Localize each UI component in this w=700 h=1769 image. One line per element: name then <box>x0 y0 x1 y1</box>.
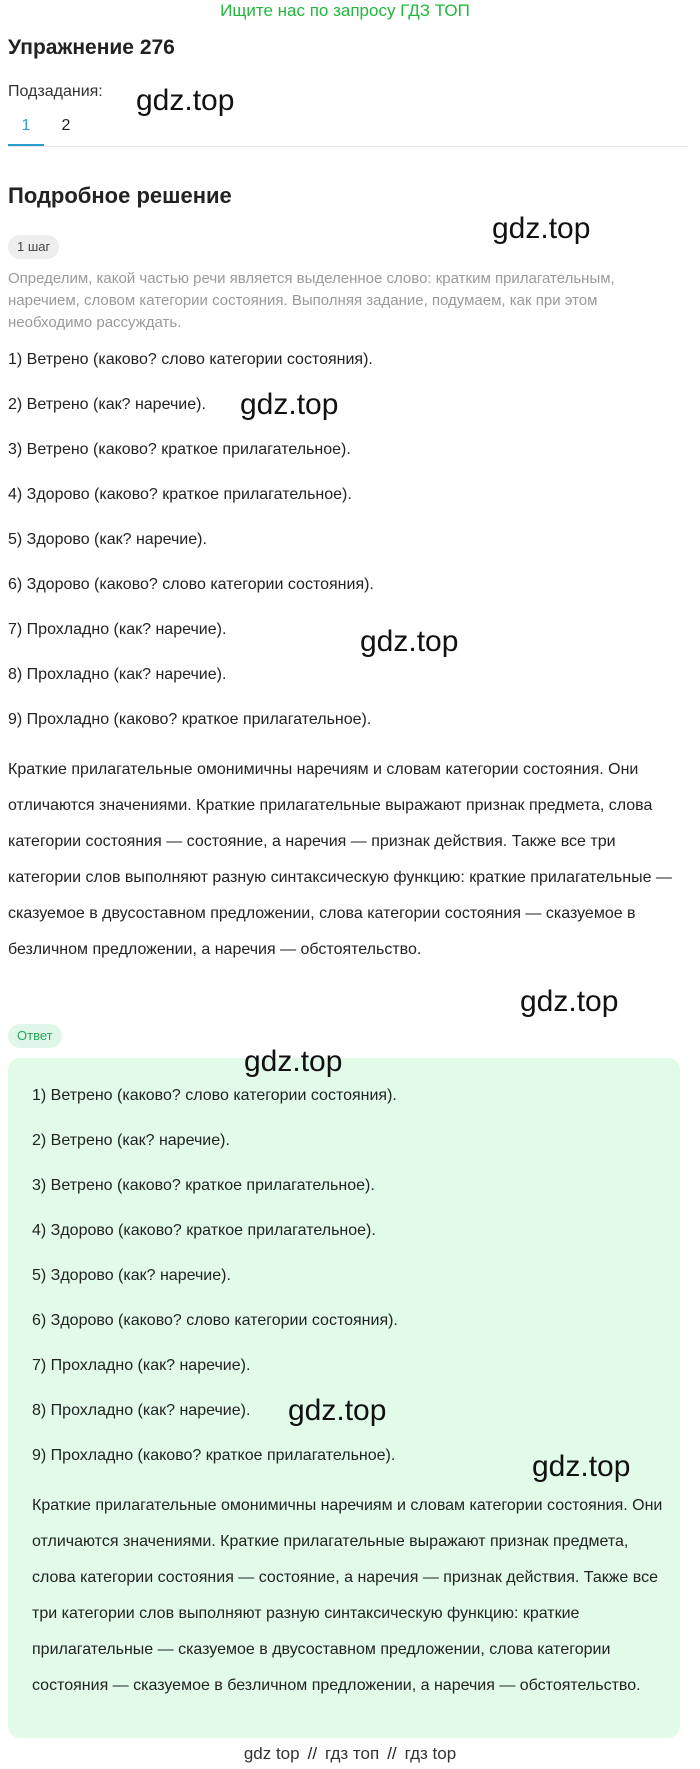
answer-list <box>32 1084 662 1489</box>
list-item: 5) Здорово (как? наречие). <box>32 1267 231 1284</box>
watermark: gdz.top <box>532 1450 631 1483</box>
footer-link-gdz-top-mixed[interactable]: гдз top <box>404 1744 457 1763</box>
list-item: 8) Прохладно (как? наречие). <box>32 1402 251 1419</box>
footer-separator: // <box>387 1744 397 1763</box>
watermark: gdz.top <box>520 985 619 1018</box>
step-badge: 1 шаг <box>8 235 59 259</box>
watermark: gdz.top <box>240 388 339 421</box>
answer-paragraph: Краткие прилагательные омонимичны наречиям и словам категории состояния. Они отличаются значениями. Краткие прилагательные выражают признак предмета, слова категории состояния — состояние, а наречия — признак действия. Также все три категории слов выполняют разную синтаксическую функцию: краткие прилагательные — сказуемое в двусоставном предложении, слова категории состояния — сказуемое в безличном предложении, а наречия — обстоятельство. <box>32 1497 663 1694</box>
section-title: Подробное решение <box>8 183 232 208</box>
list-item: 1) Ветрено (каково? слово категории состояния). <box>8 351 373 368</box>
watermark: gdz.top <box>288 1394 387 1427</box>
list-item: 3) Ветрено (каково? краткое прилагательное). <box>32 1177 375 1194</box>
tab-subtask-2[interactable]: 2 <box>61 117 71 134</box>
intro-text: Определим, какой частью речи является выделенное слово: кратким прилагательным, наречием, словом категории состояния. Выполняя задание, подумаем, как при этом необходимо рассуждать. <box>8 270 615 331</box>
promo-banner: Ищите нас по запросу ГДЗ ТОП <box>220 1 470 20</box>
list-item: 2) Ветрено (как? наречие). <box>32 1132 230 1149</box>
subtask-tabs <box>8 110 688 147</box>
list-item: 4) Здорово (каково? краткое прилагательное). <box>8 486 352 503</box>
watermark: gdz.top <box>492 212 591 245</box>
list-item: 5) Здорово (как? наречие). <box>8 531 207 548</box>
list-item: 6) Здорово (каково? слово категории состояния). <box>32 1312 398 1329</box>
footer-links <box>0 1743 700 1765</box>
list-item: 3) Ветрено (каково? краткое прилагательное). <box>8 441 351 458</box>
tab-subtask-1[interactable]: 1 <box>8 114 44 146</box>
solution-paragraph: Краткие прилагательные омонимичны наречиям и словам категории состояния. Они отличаются значениями. Краткие прилагательные выражают признак предмета, слова категории состояния — состояние, а наречия — признак действия. Также все три категории слов выполняют разную синтаксическую функцию: краткие прилагательные — сказуемое в двусоставном предложении, слова категории состояния — сказуемое в безличном предложении, а наречия — обстоятельство. <box>8 761 672 958</box>
list-item: 4) Здорово (каково? краткое прилагательное). <box>32 1222 376 1239</box>
list-item: 9) Прохладно (каково? краткое прилагательное). <box>32 1447 396 1464</box>
answer-badge: Ответ <box>8 1024 62 1048</box>
list-item: 8) Прохладно (как? наречие). <box>8 666 227 683</box>
list-item: 7) Прохладно (как? наречие). <box>32 1357 251 1374</box>
subtasks-label: Подзадания: <box>8 83 103 100</box>
list-item: 2) Ветрено (как? наречие). <box>8 396 206 413</box>
page-title: Упражнение 276 <box>8 36 175 59</box>
footer-link-gdz-top[interactable]: gdz top <box>243 1744 300 1763</box>
footer-separator: // <box>307 1744 318 1763</box>
solution-list <box>8 348 680 753</box>
list-item: 9) Прохладно (каково? краткое прилагательное). <box>8 711 372 728</box>
watermark: gdz.top <box>360 625 459 658</box>
list-item: 1) Ветрено (каково? слово категории состояния). <box>32 1087 397 1104</box>
watermark: gdz.top <box>136 84 235 117</box>
list-item: 7) Прохладно (как? наречие). <box>8 621 227 638</box>
watermark: gdz.top <box>244 1045 343 1078</box>
footer-link-gdz-top-ru[interactable]: гдз топ <box>325 1744 380 1763</box>
list-item: 6) Здорово (каково? слово категории состояния). <box>8 576 374 593</box>
